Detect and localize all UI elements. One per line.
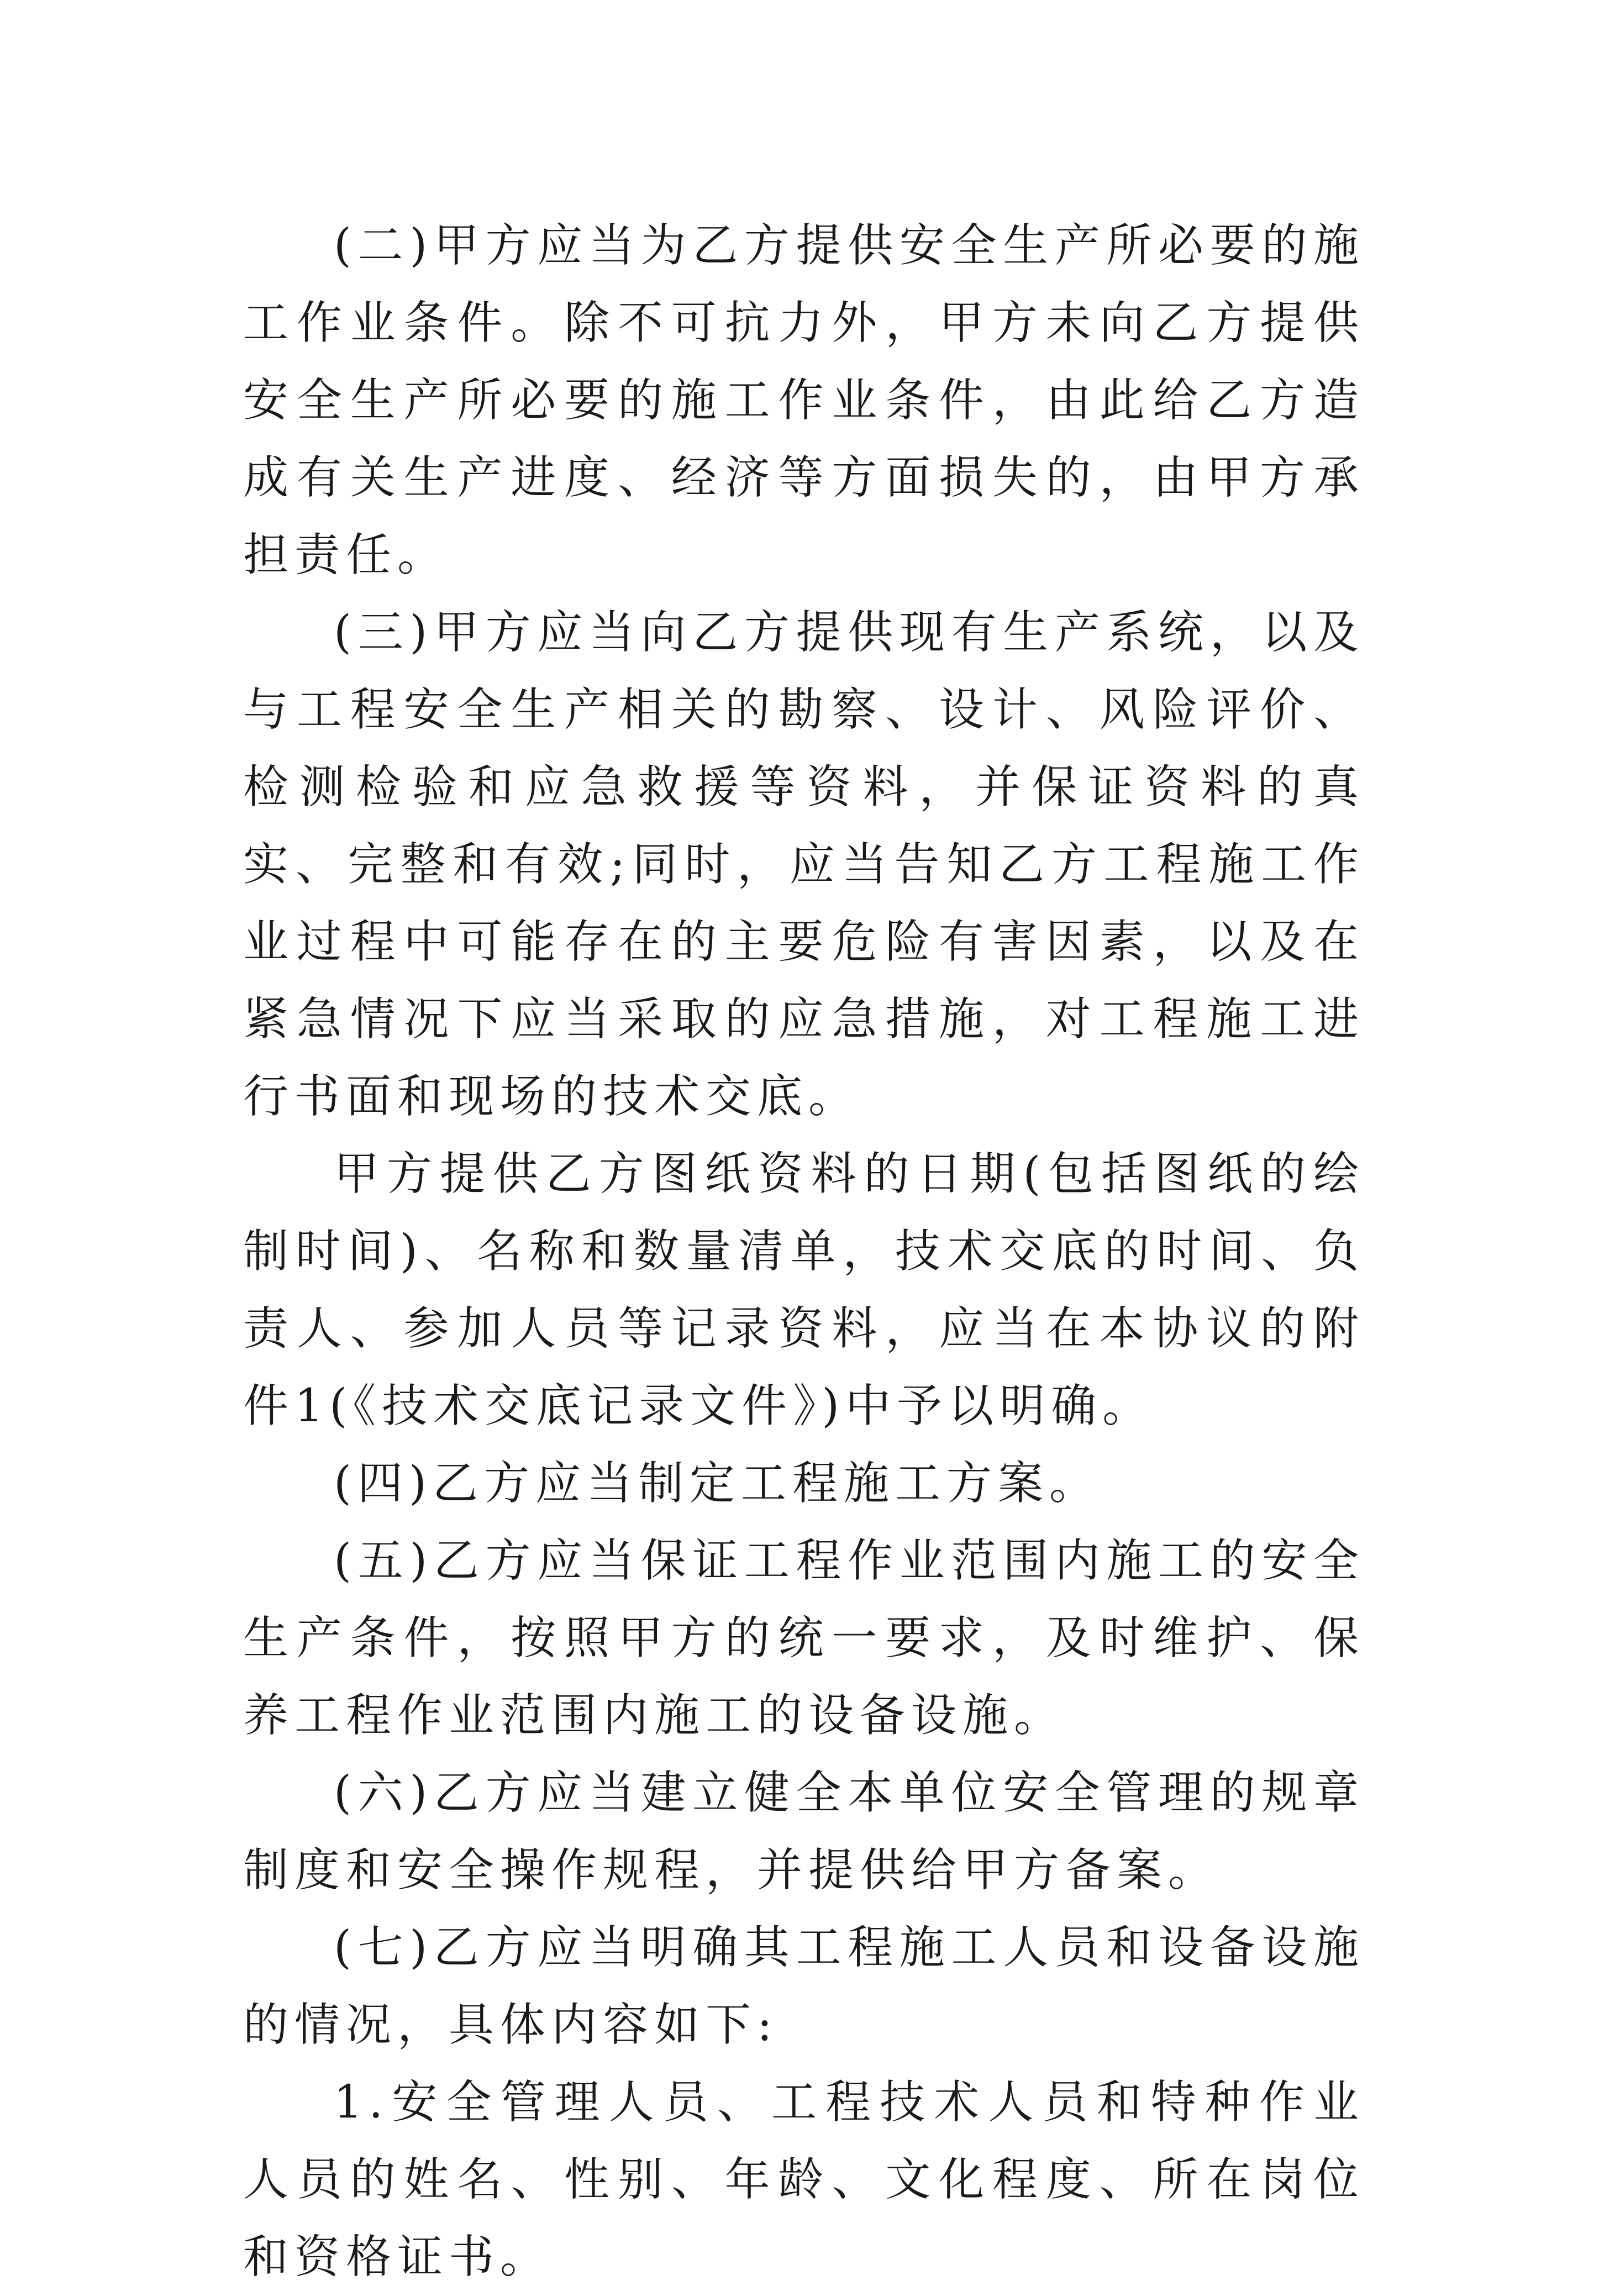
paragraph-3: (三)甲方应当向乙方提供现有生产系统，以及与工程安全生产相关的勘察、设计、风险评价、检测检验和应急救援等资料，并保证资料的真实、完整和有效;同时，应当告知乙方工程施工作业过程中可能存在的主要危险有害因素，以及在紧急情况下应当采取的应急措施，对工程施工进行书面和现场的技术交底。 bbox=[243, 606, 1365, 1123]
paragraph-7: (七)乙方应当明确其工程施工人员和设备设施的情况，具体内容如下: bbox=[243, 1921, 1365, 2051]
paragraph-2: (二)甲方应当为乙方提供安全生产所必要的施工作业条件。除不可抗力外，甲方未向乙方提供安全生产所必要的施工作业条件，由此给乙方造成有关生产进度、经济等方面损失的，由甲方承担责任。 bbox=[243, 219, 1365, 581]
paragraph-5: (五)乙方应当保证工程作业范围内施工的安全生产条件，按照甲方的统一要求，及时维护、保养工程作业范围内施工的设备设施。 bbox=[243, 1535, 1365, 1742]
paragraph-drawings: 甲方提供乙方图纸资料的日期(包括图纸的绘制时间)、名称和数量清单，技术交底的时间、负责人、参加人员等记录资料，应当在本协议的附件1(《技术交底记录文件》)中予以明确。 bbox=[243, 1148, 1365, 1432]
paragraph-4: (四)乙方应当制定工程施工方案。 bbox=[334, 1457, 1101, 1510]
paragraph-7-item-1: 1.安全管理人员、工程技术人员和特种作业人员的姓名、性别、年龄、文化程度、所在岗位和资格证书。 bbox=[243, 2076, 1365, 2283]
document-body bbox=[243, 207, 1365, 2296]
paragraph-6: (六)乙方应当建立健全本单位安全管理的规章制度和安全操作规程，并提供给甲方备案。 bbox=[243, 1767, 1365, 1896]
